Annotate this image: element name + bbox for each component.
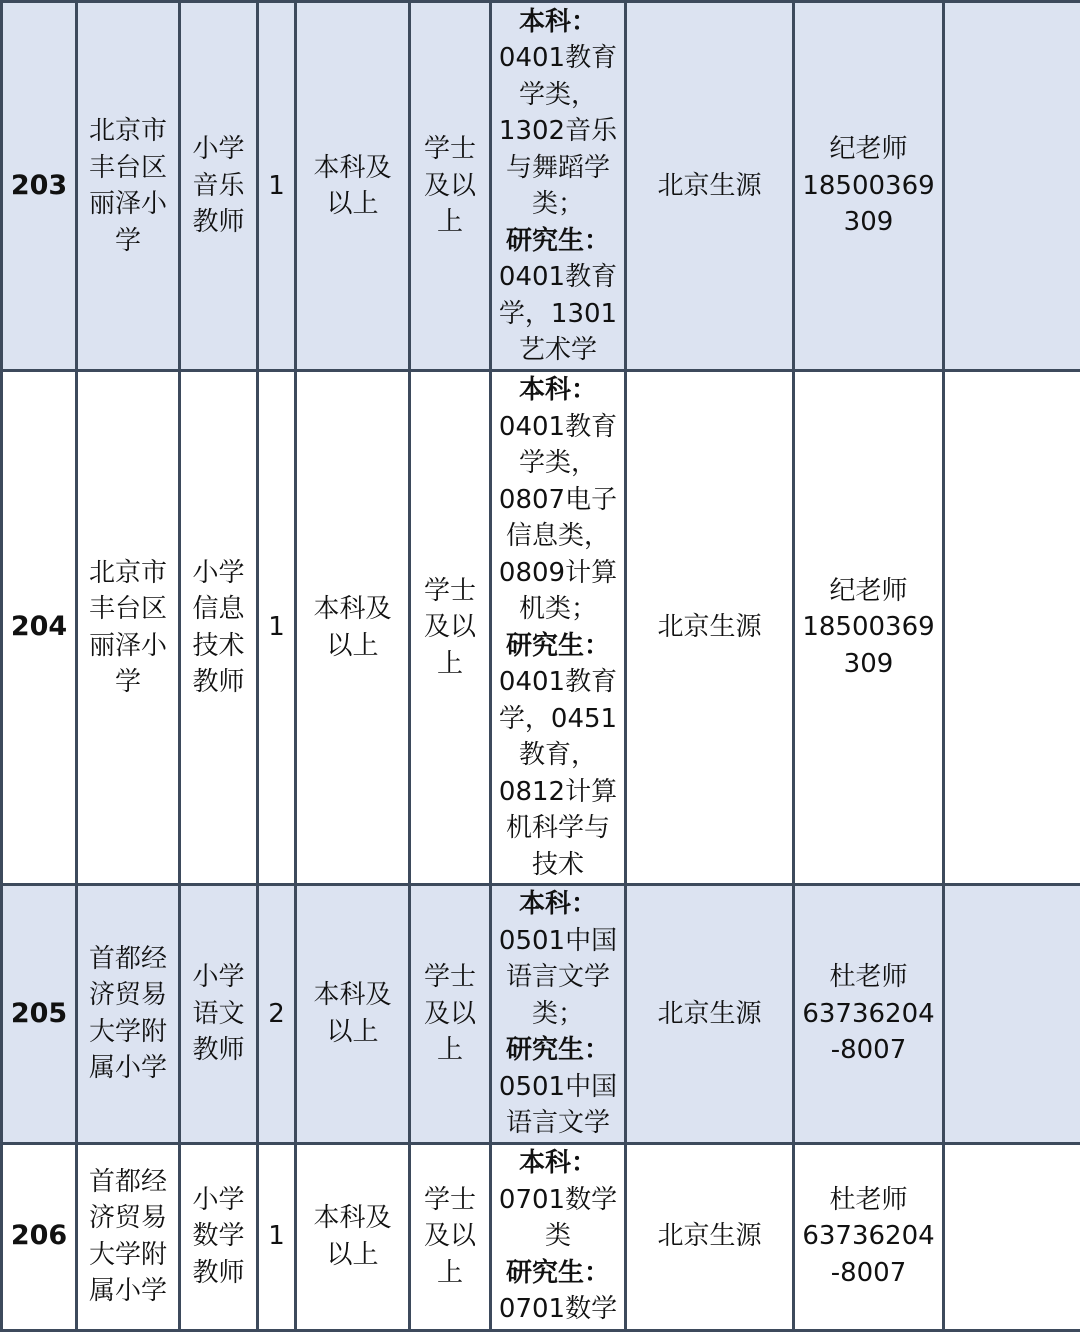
major-line: 0501中国 xyxy=(496,923,620,960)
contact-line: 63736204 xyxy=(799,1218,938,1255)
major-line: 语言文学 xyxy=(496,959,620,996)
position-cell xyxy=(180,2,258,371)
position-line: 教师 xyxy=(185,1255,252,1292)
contact-cell xyxy=(794,2,944,371)
education-line: 本科及 xyxy=(301,591,404,628)
table-row xyxy=(2,371,1080,885)
position-line: 教师 xyxy=(185,204,252,241)
major-line: 与舞蹈学 xyxy=(496,150,620,187)
major-heading: 本科： xyxy=(496,372,620,409)
major-line: 0807电子 xyxy=(496,482,620,519)
position-line: 教师 xyxy=(185,664,252,701)
education-line: 本科及 xyxy=(301,1200,404,1237)
school-line: 学 xyxy=(82,664,174,701)
count-cell: 1 xyxy=(258,371,296,885)
contact-line: 309 xyxy=(799,204,938,241)
count-cell: 1 xyxy=(258,2,296,371)
contact-line: 309 xyxy=(799,646,938,683)
position-line: 音乐 xyxy=(185,168,252,205)
education-cell xyxy=(296,1143,410,1330)
job-id-cell: 204 xyxy=(2,371,77,885)
school-line: 首都经 xyxy=(82,1164,174,1201)
degree-cell xyxy=(410,371,491,885)
contact-line: 18500369 xyxy=(799,609,938,646)
major-line: 类； xyxy=(496,996,620,1033)
major-line: 机科学与 xyxy=(496,810,620,847)
major-line: 学类， xyxy=(496,77,620,114)
major-line: 0812计算 xyxy=(496,774,620,811)
degree-line: 学士 xyxy=(415,131,485,168)
degree-line: 上 xyxy=(415,1255,485,1292)
note-cell xyxy=(944,885,1080,1144)
position-line: 技术 xyxy=(185,628,252,665)
major-line: 机类； xyxy=(496,591,620,628)
position-line: 数学 xyxy=(185,1218,252,1255)
count-cell: 1 xyxy=(258,1143,296,1330)
position-cell xyxy=(180,371,258,885)
position-line: 小学 xyxy=(185,1182,252,1219)
contact-cell xyxy=(794,1143,944,1330)
origin-cell: 北京生源 xyxy=(626,371,794,885)
degree-line: 学士 xyxy=(415,573,485,610)
school-line: 大学附 xyxy=(82,1014,174,1051)
major-line: 0701数学 xyxy=(496,1291,620,1328)
major-line: 0501中国 xyxy=(496,1069,620,1106)
major-line: 0401教育 xyxy=(496,259,620,296)
major-heading: 研究生： xyxy=(496,1255,620,1292)
major-line: 类 xyxy=(496,1218,620,1255)
contact-line: 纪老师 xyxy=(799,131,938,168)
origin-cell: 北京生源 xyxy=(626,2,794,371)
count-cell: 2 xyxy=(258,885,296,1144)
contact-line: -8007 xyxy=(799,1032,938,1069)
major-line: 学，0451 xyxy=(496,701,620,738)
contact-line: 纪老师 xyxy=(799,573,938,610)
degree-line: 及以 xyxy=(415,168,485,205)
education-line: 以上 xyxy=(301,1014,404,1051)
school-cell xyxy=(77,371,180,885)
note-cell xyxy=(944,1143,1080,1330)
job-id-cell: 205 xyxy=(2,885,77,1144)
major-cell xyxy=(491,371,626,885)
table-body xyxy=(2,2,1080,1331)
major-line: 0809计算 xyxy=(496,555,620,592)
school-line: 丽泽小 xyxy=(82,186,174,223)
position-cell xyxy=(180,1143,258,1330)
major-heading: 研究生： xyxy=(496,223,620,260)
position-line: 小学 xyxy=(185,959,252,996)
table-row xyxy=(2,2,1080,371)
education-line: 本科及 xyxy=(301,150,404,187)
school-line: 属小学 xyxy=(82,1273,174,1310)
school-line: 丰台区 xyxy=(82,591,174,628)
note-cell xyxy=(944,2,1080,371)
major-line: 0401教育 xyxy=(496,40,620,77)
major-cell xyxy=(491,2,626,371)
education-line: 以上 xyxy=(301,628,404,665)
job-id-cell: 203 xyxy=(2,2,77,371)
education-cell xyxy=(296,2,410,371)
position-line: 小学 xyxy=(185,131,252,168)
major-line: 技术 xyxy=(496,847,620,884)
major-line: 0401教育 xyxy=(496,409,620,446)
degree-line: 学士 xyxy=(415,1182,485,1219)
major-line: 信息类， xyxy=(496,518,620,555)
degree-cell xyxy=(410,885,491,1144)
school-line: 济贸易 xyxy=(82,1200,174,1237)
table-row xyxy=(2,885,1080,1144)
major-line: 教育， xyxy=(496,737,620,774)
position-line: 教师 xyxy=(185,1032,252,1069)
major-heading: 本科： xyxy=(496,886,620,923)
school-cell xyxy=(77,2,180,371)
contact-cell xyxy=(794,885,944,1144)
degree-line: 及以 xyxy=(415,996,485,1033)
contact-line: 18500369 xyxy=(799,168,938,205)
school-line: 丰台区 xyxy=(82,150,174,187)
contact-line: -8007 xyxy=(799,1255,938,1292)
note-cell xyxy=(944,371,1080,885)
degree-line: 及以 xyxy=(415,609,485,646)
major-line: 类； xyxy=(496,186,620,223)
major-line: 艺术学 xyxy=(496,332,620,369)
major-heading: 研究生： xyxy=(496,1032,620,1069)
degree-line: 上 xyxy=(415,646,485,683)
major-line: 1302音乐 xyxy=(496,113,620,150)
degree-line: 学士 xyxy=(415,959,485,996)
major-heading: 本科： xyxy=(496,1145,620,1182)
school-line: 学 xyxy=(82,223,174,260)
contact-cell xyxy=(794,371,944,885)
origin-cell: 北京生源 xyxy=(626,1143,794,1330)
degree-cell xyxy=(410,2,491,371)
education-line: 本科及 xyxy=(301,977,404,1014)
table-row xyxy=(2,1143,1080,1330)
school-cell xyxy=(77,885,180,1144)
school-line: 属小学 xyxy=(82,1050,174,1087)
education-line: 以上 xyxy=(301,186,404,223)
school-line: 北京市 xyxy=(82,113,174,150)
position-cell xyxy=(180,885,258,1144)
school-line: 大学附 xyxy=(82,1237,174,1274)
job-id-cell: 206 xyxy=(2,1143,77,1330)
major-line: 语言文学 xyxy=(496,1105,620,1142)
major-line: 0701数学 xyxy=(496,1182,620,1219)
school-cell xyxy=(77,1143,180,1330)
contact-line: 杜老师 xyxy=(799,959,938,996)
contact-line: 杜老师 xyxy=(799,1182,938,1219)
school-line: 济贸易 xyxy=(82,977,174,1014)
major-line: 学，1301 xyxy=(496,296,620,333)
major-heading: 研究生： xyxy=(496,628,620,665)
contact-line: 63736204 xyxy=(799,996,938,1033)
school-line: 首都经 xyxy=(82,941,174,978)
school-line: 丽泽小 xyxy=(82,628,174,665)
position-line: 信息 xyxy=(185,591,252,628)
major-cell xyxy=(491,1143,626,1330)
school-line: 北京市 xyxy=(82,555,174,592)
major-line: 0401教育 xyxy=(496,664,620,701)
education-cell xyxy=(296,371,410,885)
origin-cell: 北京生源 xyxy=(626,885,794,1144)
degree-line: 及以 xyxy=(415,1218,485,1255)
position-line: 小学 xyxy=(185,555,252,592)
major-heading: 本科： xyxy=(496,4,620,41)
major-line: 学类， xyxy=(496,445,620,482)
degree-line: 上 xyxy=(415,204,485,241)
degree-line: 上 xyxy=(415,1032,485,1069)
education-cell xyxy=(296,885,410,1144)
degree-cell xyxy=(410,1143,491,1330)
major-cell xyxy=(491,885,626,1144)
education-line: 以上 xyxy=(301,1237,404,1274)
position-line: 语文 xyxy=(185,996,252,1033)
